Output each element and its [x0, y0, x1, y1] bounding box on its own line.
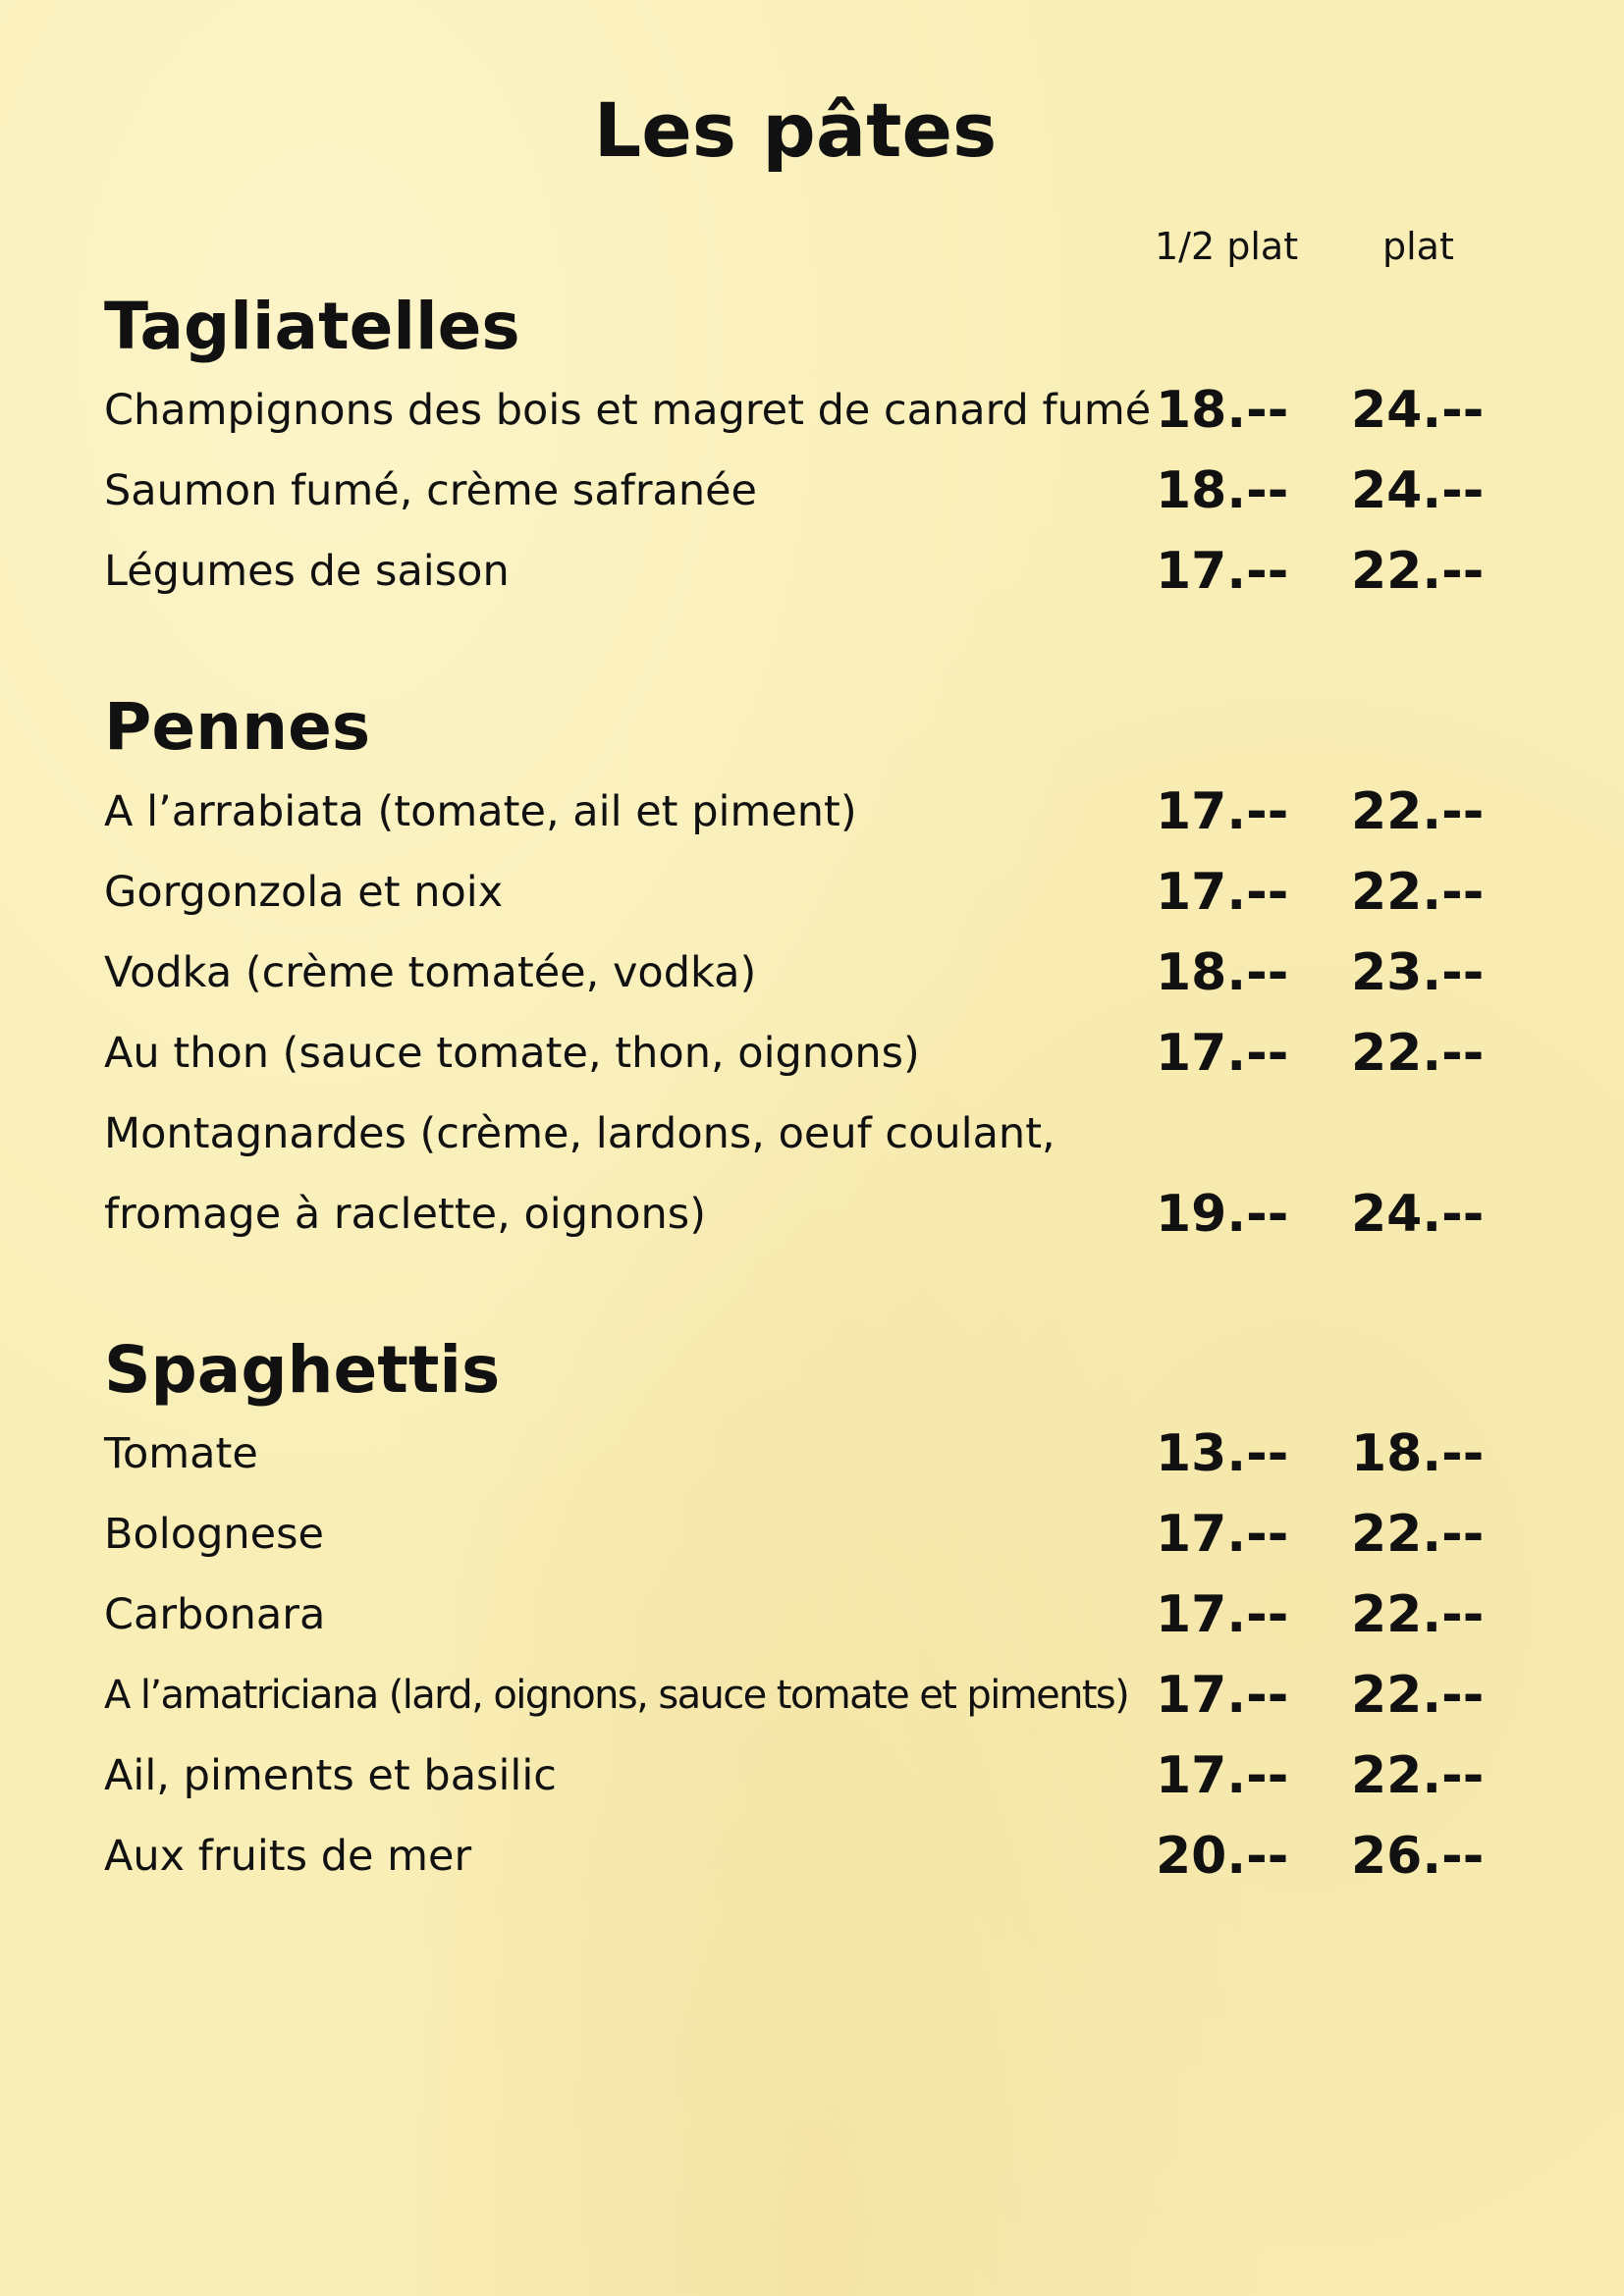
menu-item [0, 782, 1624, 841]
menu-item [0, 1746, 1624, 1805]
item-name: A l’amatriciana (lard, oignons, sauce tomate et piments) [104, 1673, 1129, 1718]
price-half-plate: 17.-- [1156, 1746, 1289, 1805]
column-header-half-plate: 1/2 plat [1155, 225, 1299, 268]
price-full-plate: 18.-- [1351, 1424, 1485, 1483]
price-full-plate: 22.-- [1351, 1666, 1485, 1725]
price-half-plate: 17.-- [1156, 1505, 1289, 1564]
menu-item [0, 863, 1624, 922]
column-header-full-plate: plat [1382, 225, 1454, 268]
menu-item [0, 943, 1624, 1002]
item-name: Champignons des bois et magret de canard fumé [104, 386, 1152, 435]
price-half-plate: 17.-- [1156, 782, 1289, 841]
item-name: Gorgonzola et noix [104, 868, 504, 917]
price-full-plate: 26.-- [1351, 1827, 1485, 1886]
price-full-plate: 22.-- [1351, 782, 1485, 841]
menu-item [0, 1585, 1624, 1644]
price-full-plate: 22.-- [1351, 542, 1485, 601]
item-name: Bolognese [104, 1510, 324, 1559]
menu-item [0, 1666, 1624, 1725]
price-full-plate: 22.-- [1351, 1585, 1485, 1644]
item-name: fromage à raclette, oignons) [104, 1190, 706, 1239]
price-half-plate: 17.-- [1156, 542, 1289, 601]
item-name: Carbonara [104, 1590, 326, 1639]
menu-item [0, 1827, 1624, 1886]
price-half-plate: 17.-- [1156, 1024, 1289, 1083]
price-full-plate: 24.-- [1351, 461, 1485, 520]
menu-item-continued [0, 1185, 1624, 1244]
menu-item [0, 1024, 1624, 1083]
price-half-plate: 17.-- [1156, 1666, 1289, 1725]
menu-item [0, 381, 1624, 440]
price-half-plate: 19.-- [1156, 1185, 1289, 1244]
item-name: Montagnardes (crème, lardons, oeuf coulant, [104, 1109, 1056, 1158]
item-name: Ail, piments et basilic [104, 1751, 557, 1800]
section-title: Spaghettis [104, 1332, 501, 1408]
price-full-plate: 22.-- [1351, 863, 1485, 922]
item-name: Tomate [104, 1429, 258, 1478]
price-full-plate: 22.-- [1351, 1024, 1485, 1083]
menu-item [0, 542, 1624, 601]
item-name: Aux fruits de mer [104, 1832, 472, 1881]
price-full-plate: 24.-- [1351, 381, 1485, 440]
price-half-plate: 18.-- [1156, 461, 1289, 520]
price-full-plate: 24.-- [1351, 1185, 1485, 1244]
price-full-plate: 22.-- [1351, 1505, 1485, 1564]
price-half-plate: 20.-- [1156, 1827, 1289, 1886]
price-half-plate: 18.-- [1156, 943, 1289, 1002]
item-name: Légumes de saison [104, 547, 510, 596]
item-name: Au thon (sauce tomate, thon, oignons) [104, 1029, 920, 1078]
menu-item [0, 1104, 1624, 1163]
price-full-plate: 22.-- [1351, 1746, 1485, 1805]
menu-item [0, 461, 1624, 520]
section-title: Tagliatelles [104, 289, 520, 364]
price-half-plate: 17.-- [1156, 863, 1289, 922]
page-title: Les pâtes [593, 86, 998, 174]
item-name: Saumon fumé, crème safranée [104, 466, 758, 515]
price-full-plate: 23.-- [1351, 943, 1485, 1002]
section-title: Pennes [104, 689, 371, 765]
menu-item [0, 1505, 1624, 1564]
price-half-plate: 13.-- [1156, 1424, 1289, 1483]
item-name: Vodka (crème tomatée, vodka) [104, 948, 757, 997]
price-half-plate: 17.-- [1156, 1585, 1289, 1644]
item-name: A l’arrabiata (tomate, ail et piment) [104, 787, 857, 836]
menu-item [0, 1424, 1624, 1483]
price-half-plate: 18.-- [1156, 381, 1289, 440]
